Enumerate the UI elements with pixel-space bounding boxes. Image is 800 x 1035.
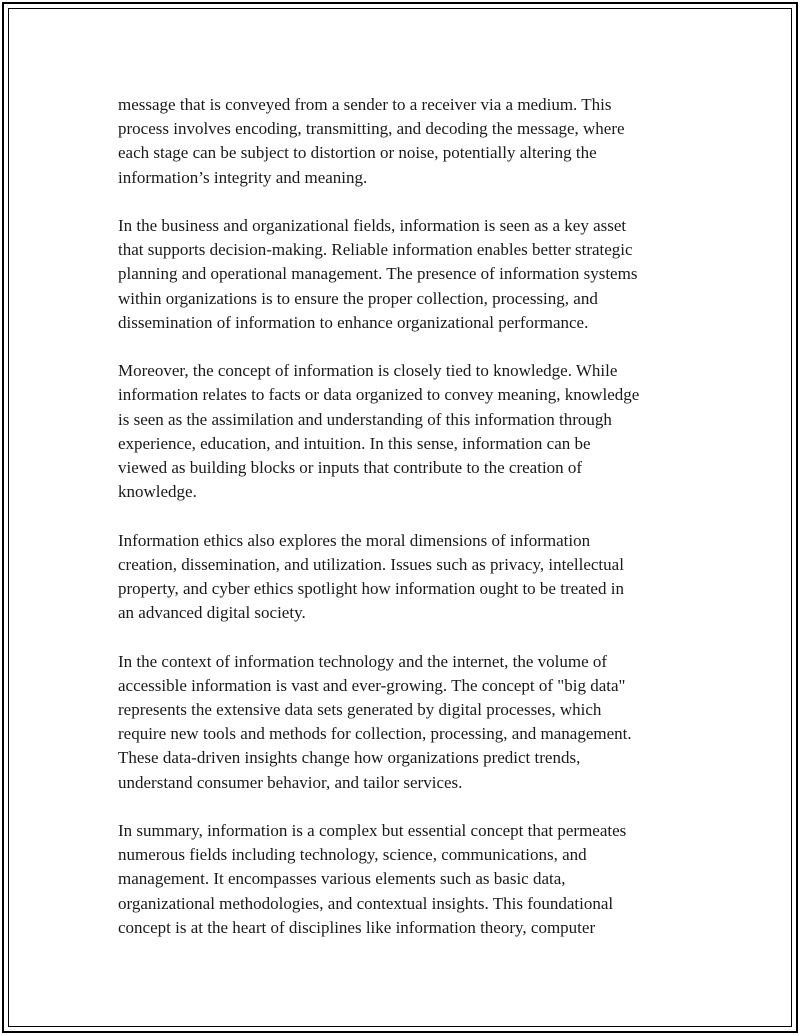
paragraph-communication: message that is conveyed from a sender to a receiver via a medium. This process involves encoding, transmitting, and decoding the message, where each stage can be subject to distortion or noise, potentially altering the information’s integrity and meaning. bbox=[118, 95, 625, 187]
document-body bbox=[118, 93, 690, 964]
paragraph-ethics: Information ethics also explores the moral dimensions of information creation, dissemination, and utilization. Issues such as privacy, intellectual property, and cyber ethics spotlight how information ought to be treated in an advanced digital society. bbox=[118, 530, 624, 623]
paragraph-summary: In summary, information is a complex but essential concept that permeates numerous fields including technology, science, communications, and management. It encompasses various elements such as basic data, organizational methodologies, and contextual insights. This foundational concept is at the heart of disciplines like information theory, computer bbox=[118, 821, 627, 937]
paragraph-knowledge: Moreover, the concept of information is closely tied to knowledge. While information relates to facts or data organized to convey meaning, knowledge is seen as the assimilation and understanding of this information through experience, education, and intuition. In this sense, information can be viewed as building blocks or inputs that contribute to the creation of knowledge. bbox=[118, 361, 640, 502]
paragraph-business: In the business and organizational fields, information is seen as a key asset that supports decision-making. Reliable information enables better strategic planning and operational management. The presence of information systems within organizations is to ensure the proper collection, processing, and dissemination of information to enhance organizational performance. bbox=[118, 216, 638, 332]
paragraph-big-data: In the context of information technology and the internet, the volume of accessible information is vast and ever-growing. The concept of "big data" represents the extensive data sets generated by digital processes, which require new tools and methods for collection, processing, and management. These data-driven insights change how organizations predict trends, understand consumer behavior, and tailor services. bbox=[118, 651, 632, 792]
